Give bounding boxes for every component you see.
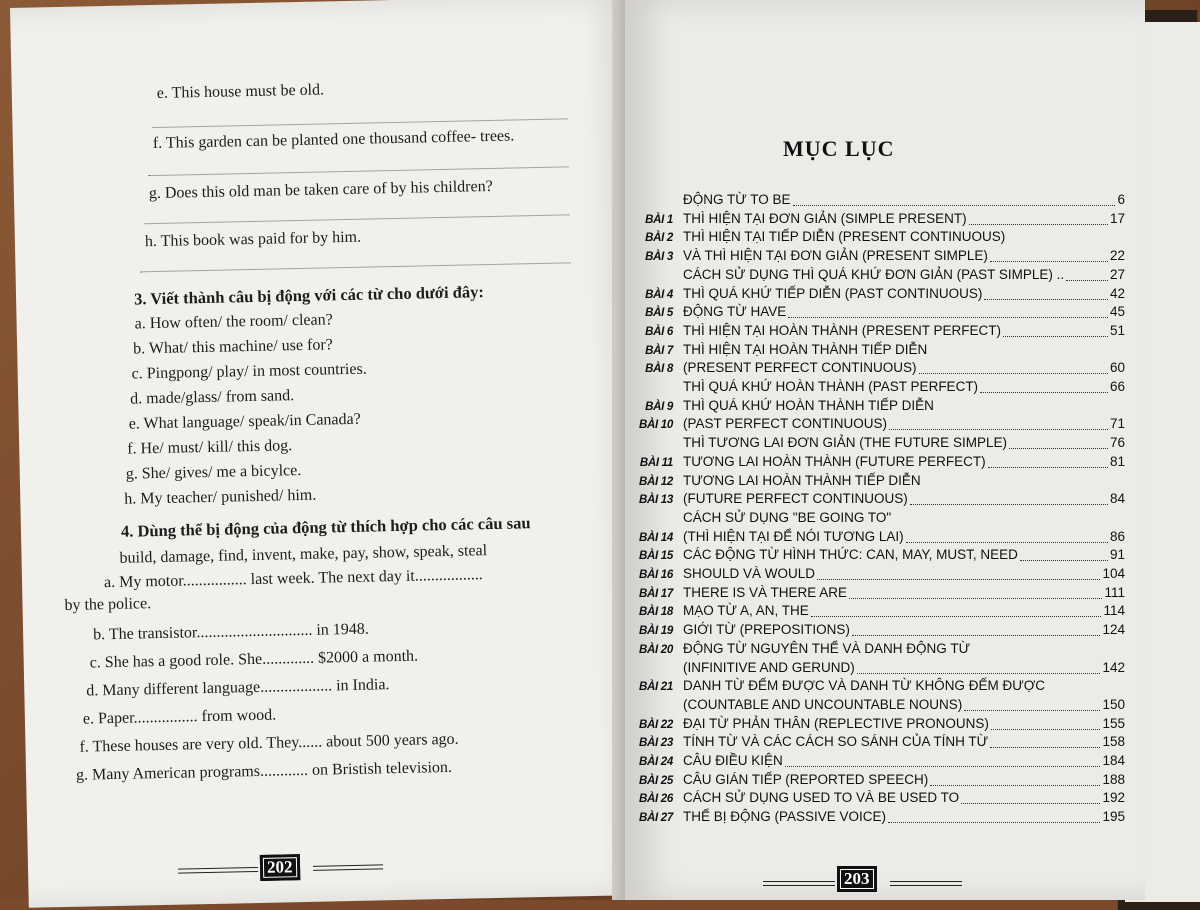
toc-entry-title: MẠO TỪ A, AN, THE — [683, 603, 809, 619]
toc-page-number: 45 — [1109, 304, 1125, 320]
toc-row — [625, 211, 1125, 228]
section-4-item: g. Many American programs............ on Bristish television. — [75, 758, 453, 784]
toc-entry-title: VÀ THÌ HIỆN TẠI ĐƠN GIẢN (PRESENT SIMPLE) — [683, 248, 988, 264]
section-3-item: c. Pingpong/ play/ in most countries. — [131, 360, 367, 383]
toc-row — [625, 323, 1125, 340]
toc-row — [625, 491, 1125, 508]
toc-leader-dots — [990, 261, 1108, 262]
section-4-item: c. She has a good role. She............. $2000 a month. — [89, 647, 419, 672]
toc-leader-dots — [852, 635, 1100, 636]
toc-row — [625, 267, 1125, 284]
toc-row — [625, 192, 1125, 209]
toc-row — [625, 734, 1125, 751]
toc-page-number: 104 — [1102, 566, 1125, 581]
toc-entry-title: GIỚI TỪ (PREPOSITIONS) — [683, 622, 850, 638]
toc-row — [625, 229, 1125, 246]
toc-lesson-number: BÀI 17 — [639, 587, 673, 600]
toc-leader-dots — [889, 429, 1108, 430]
toc-page-number: 158 — [1102, 734, 1125, 750]
section-4-item: f. These houses are very old. They...... about 500 years ago. — [79, 730, 459, 756]
section-4-item: by the police. — [64, 595, 152, 614]
toc-row — [625, 360, 1125, 377]
toc-page-number: 60 — [1109, 360, 1125, 376]
toc-entry-title: CÂU ĐIỀU KIỆN — [683, 753, 783, 768]
toc-lesson-number: BÀI 1 — [645, 213, 673, 226]
toc-lesson-number: BÀI 16 — [639, 569, 673, 581]
toc-entry-title: THỂ BỊ ĐỘNG (PASSIVE VOICE) — [683, 809, 887, 825]
toc-lesson-number: BÀI 11 — [639, 456, 673, 469]
toc-page-number: 111 — [1104, 584, 1125, 600]
toc-lesson-number: BÀI 10 — [639, 419, 673, 432]
section-3-item: f. He/ must/ kill/ this dog. — [127, 437, 293, 458]
toc-lesson-number: BÀI 23 — [639, 737, 673, 750]
toc-leader-dots — [1066, 280, 1108, 281]
toc-leader-dots — [990, 747, 1100, 748]
toc-row — [625, 772, 1125, 789]
section-4-item: d. Many different language.................. in India. — [86, 676, 390, 700]
toc-row — [625, 529, 1125, 546]
toc-entry-title: THÌ TƯƠNG LAI ĐƠN GIẢN (THE FUTURE SIMPLE) — [683, 435, 1007, 451]
section-3-item: d. made/glass/ from sand. — [130, 387, 295, 408]
toc-entry-title: (INFINITIVE AND GERUND) — [683, 659, 855, 675]
toc-entry-title: THÌ QUÁ KHỨ HOÀN THÀNH TIẾP DIỄN — [683, 397, 934, 413]
toc-row — [625, 342, 1125, 359]
toc-entry-title: ĐẠI TỪ PHẢN THÂN (REPLECTIVE PRONOUNS) — [683, 715, 989, 731]
toc-leader-dots — [906, 542, 1108, 543]
toc-page-number: 91 — [1109, 547, 1125, 563]
toc-row — [625, 435, 1125, 452]
exercise-item-f: f. This garden can be planted one thousand coffee- trees. — [152, 127, 515, 153]
toc-lesson-number: BÀI 2 — [645, 232, 673, 245]
exercise-item-g: g. Does this old man be taken care of by his children? — [148, 177, 493, 203]
toc-leader-dots — [788, 317, 1108, 318]
toc-leader-dots — [1020, 560, 1108, 561]
toc-leader-dots — [980, 392, 1108, 393]
toc-lesson-number: BÀI 20 — [639, 643, 673, 656]
toc-lesson-number: BÀI 24 — [639, 756, 673, 768]
toc-page-number: 42 — [1109, 285, 1125, 301]
toc-page-number: 51 — [1109, 322, 1125, 338]
section-4-item: a. My motor................ last week. The next day it................. — [103, 566, 483, 592]
toc-row — [625, 678, 1125, 695]
toc-lesson-number: BÀI 9 — [645, 400, 673, 413]
toc-leader-dots — [910, 504, 1108, 505]
toc-page-number: 86 — [1109, 528, 1125, 544]
page-number-rule — [313, 864, 383, 870]
toc-leader-dots — [857, 673, 1100, 674]
page-number-rule — [890, 881, 962, 886]
toc-entry-title: DANH TỪ ĐẾM ĐƯỢC VÀ DANH TỪ KHÔNG ĐẾM ĐƯỢC — [683, 678, 1046, 694]
toc-entry-title: CÁCH SỬ DỤNG THÌ QUÁ KHỨ ĐƠN GIẢN (PAST SIMPLE) .. — [683, 266, 1065, 282]
toc-entry-title: THÌ QUÁ KHỨ HOÀN THÀNH (PAST PERFECT) — [683, 379, 979, 394]
page-number-rule — [763, 881, 835, 886]
toc-lesson-number: BÀI 13 — [639, 494, 673, 507]
toc-row — [625, 304, 1125, 321]
toc-page-number: 81 — [1109, 453, 1125, 469]
toc-leader-dots — [964, 710, 1100, 711]
toc-page-number: 22 — [1109, 248, 1125, 264]
toc-leader-dots — [793, 205, 1115, 206]
toc-row — [625, 416, 1125, 433]
toc-leader-dots — [930, 785, 1100, 786]
toc-page-number: 17 — [1109, 210, 1125, 226]
section-4-item: e. Paper................ from wood. — [82, 706, 277, 728]
toc-leader-dots — [1003, 336, 1108, 337]
toc-page-number: 195 — [1102, 809, 1125, 825]
toc-entry-title: THÌ HIỆN TẠI HOÀN THÀNH (PRESENT PERFECT) — [683, 322, 1002, 338]
answer-line — [149, 166, 569, 176]
toc-entry-title: ĐỘNG TỪ TO BE — [683, 192, 791, 207]
toc-leader-dots — [969, 224, 1108, 225]
toc-row — [625, 603, 1125, 620]
toc-entry-title: ĐỘNG TỪ HAVE — [683, 304, 787, 320]
toc-page-number: 124 — [1102, 622, 1125, 638]
toc-lesson-number: BÀI 8 — [645, 363, 673, 376]
toc-leader-dots — [988, 467, 1108, 468]
toc-page-number: 76 — [1109, 435, 1125, 451]
toc-row — [625, 286, 1125, 303]
toc-entry-title: THERE IS VÀ THERE ARE — [683, 584, 848, 600]
toc-entry-title: CÂU GIÁN TIẾP (REPORTED SPEECH) — [683, 771, 929, 787]
toc-row — [625, 622, 1125, 639]
toc-leader-dots — [785, 766, 1100, 767]
left-page — [10, 0, 649, 908]
toc-page-number: 114 — [1103, 603, 1125, 619]
toc-lesson-number: BÀI 22 — [639, 718, 673, 731]
toc-page-number: 184 — [1102, 753, 1125, 768]
toc-row — [625, 547, 1125, 564]
answer-line — [145, 214, 570, 224]
answer-line — [153, 118, 568, 128]
toc-lesson-number: BÀI 27 — [639, 812, 673, 825]
toc-page-number: 150 — [1102, 696, 1125, 712]
toc-row — [625, 379, 1125, 396]
exercise-item-e: e. This house must be old. — [156, 81, 325, 102]
toc-entry-title: CÁCH SỬ DỤNG USED TO VÀ BE USED TO — [683, 790, 960, 806]
answer-line — [141, 262, 571, 272]
toc-page-number: 155 — [1102, 715, 1125, 731]
toc-row — [625, 398, 1125, 415]
toc-entry-title: (PRESENT PERFECT CONTINUOUS) — [683, 360, 917, 376]
toc-lesson-number: BÀI 15 — [639, 550, 673, 563]
toc-row — [625, 697, 1125, 714]
toc-leader-dots — [984, 299, 1108, 300]
toc-lesson-number: BÀI 12 — [639, 475, 673, 488]
toc-row — [625, 660, 1125, 677]
toc-lesson-number: BÀI 19 — [639, 625, 673, 638]
toc-leader-dots — [888, 822, 1100, 823]
right-page-content — [625, 0, 1145, 900]
page-number: 203 — [837, 866, 877, 892]
toc-entry-title: CÁC ĐỘNG TỪ HÌNH THỨC: CAN, MAY, MUST, NEED — [683, 547, 1018, 563]
toc-entry-title: TƯƠNG LAI HOÀN THÀNH TIẾP DIỄN — [683, 472, 921, 488]
toc-entry-title: THÌ HIỆN TẠI ĐƠN GIẢN (SIMPLE PRESENT) — [683, 210, 967, 226]
toc-entry-title: ĐỘNG TỪ NGUYÊN THỂ VÀ DANH ĐỘNG TỪ — [683, 640, 971, 656]
toc-entry-title: SHOULD VÀ WOULD — [683, 566, 816, 581]
exercise-item-h: h. This book was paid for by him. — [144, 228, 362, 251]
toc-entry-title: (THÌ HIỆN TẠI ĐỂ NÓI TƯƠNG LAI) — [683, 528, 904, 544]
left-page-content — [10, 0, 649, 908]
toc-leader-dots — [811, 616, 1101, 617]
toc-page-number: 84 — [1109, 491, 1125, 507]
toc-page-number: 188 — [1102, 771, 1125, 787]
toc-entry-title: (FUTURE PERFECT CONTINUOUS) — [683, 491, 908, 507]
toc-row — [625, 454, 1125, 471]
page-number-rule — [178, 867, 258, 874]
toc-entry-title: TƯƠNG LAI HOÀN THÀNH (FUTURE PERFECT) — [683, 453, 986, 469]
toc-row — [625, 809, 1125, 826]
toc-page-number: 142 — [1102, 659, 1125, 675]
toc-leader-dots — [961, 803, 1100, 804]
toc-heading: MỤC LỤC — [783, 136, 895, 161]
toc-page-number: 71 — [1109, 416, 1125, 432]
toc-lesson-number: BÀI 4 — [645, 288, 673, 301]
section-4-title: 4. Dùng thể bị động của động từ thích hợp cho các câu sau — [120, 513, 531, 541]
toc-page-number: 27 — [1109, 266, 1125, 282]
toc-row — [625, 585, 1125, 602]
toc-leader-dots — [991, 729, 1100, 730]
page-number: 202 — [260, 854, 300, 881]
section-3-item: b. What/ this machine/ use for? — [132, 336, 333, 358]
toc-lesson-number: BÀI 21 — [639, 681, 673, 694]
toc-row — [625, 753, 1125, 770]
toc-row — [625, 510, 1125, 527]
toc-page-number: 6 — [1117, 192, 1125, 207]
toc-lesson-number: BÀI 6 — [645, 325, 673, 338]
section-3-item: a. How often/ the room/ clean? — [134, 311, 333, 333]
toc-entry-title: TÍNH TỪ VÀ CÁC CÁCH SO SÁNH CỦA TÍNH TỪ — [683, 734, 989, 750]
toc-row — [625, 716, 1125, 733]
toc-leader-dots — [817, 579, 1100, 580]
toc-lesson-number: BÀI 5 — [645, 307, 673, 320]
toc-entry-title: THÌ HIỆN TẠI TIẾP DIỄN (PRESENT CONTINUOUS) — [683, 229, 1006, 245]
toc-lesson-number: BÀI 7 — [645, 344, 673, 357]
toc-page-number: 192 — [1102, 790, 1125, 806]
toc-leader-dots — [849, 598, 1102, 599]
verb-list: build, damage, find, invent, make, pay, show, speak, steal — [119, 542, 488, 567]
toc-row — [625, 790, 1125, 807]
toc-leader-dots — [919, 373, 1108, 374]
section-3-title: 3. Viết thành câu bị động với các từ cho dưới đây: — [133, 282, 485, 309]
toc-entry-title: THÌ HIỆN TẠI HOÀN THÀNH TIẾP DIỄN — [683, 341, 928, 357]
toc-row — [625, 641, 1125, 658]
toc-lesson-number: BÀI 3 — [645, 251, 673, 264]
toc-entry-title: (COUNTABLE AND UNCOUNTABLE NOUNS) — [683, 696, 963, 712]
toc-entry-title: CÁCH SỬ DỤNG "BE GOING TO" — [683, 509, 892, 525]
toc-entry-title: (PAST PERFECT CONTINUOUS) — [683, 416, 888, 432]
toc-entry-title: THÌ QUÁ KHỨ TIẾP DIỄN (PAST CONTINUOUS) — [683, 285, 983, 301]
toc-lesson-number: BÀI 14 — [639, 531, 673, 544]
toc-page-number: 66 — [1109, 379, 1125, 394]
section-3-item: h. My teacher/ punished/ him. — [124, 486, 317, 508]
toc-lesson-number: BÀI 18 — [639, 606, 673, 619]
section-4-item: b. The transistor............................. in 1948. — [92, 620, 369, 644]
toc-leader-dots — [1009, 448, 1108, 449]
toc-row — [625, 473, 1125, 490]
toc-row — [625, 248, 1125, 265]
section-3-item: g. She/ gives/ me a bicylce. — [125, 462, 302, 483]
toc-lesson-number: BÀI 25 — [639, 774, 673, 787]
toc-row — [625, 566, 1125, 583]
toc-lesson-number: BÀI 26 — [639, 793, 673, 806]
section-3-item: e. What language/ speak/in Canada? — [128, 410, 361, 433]
